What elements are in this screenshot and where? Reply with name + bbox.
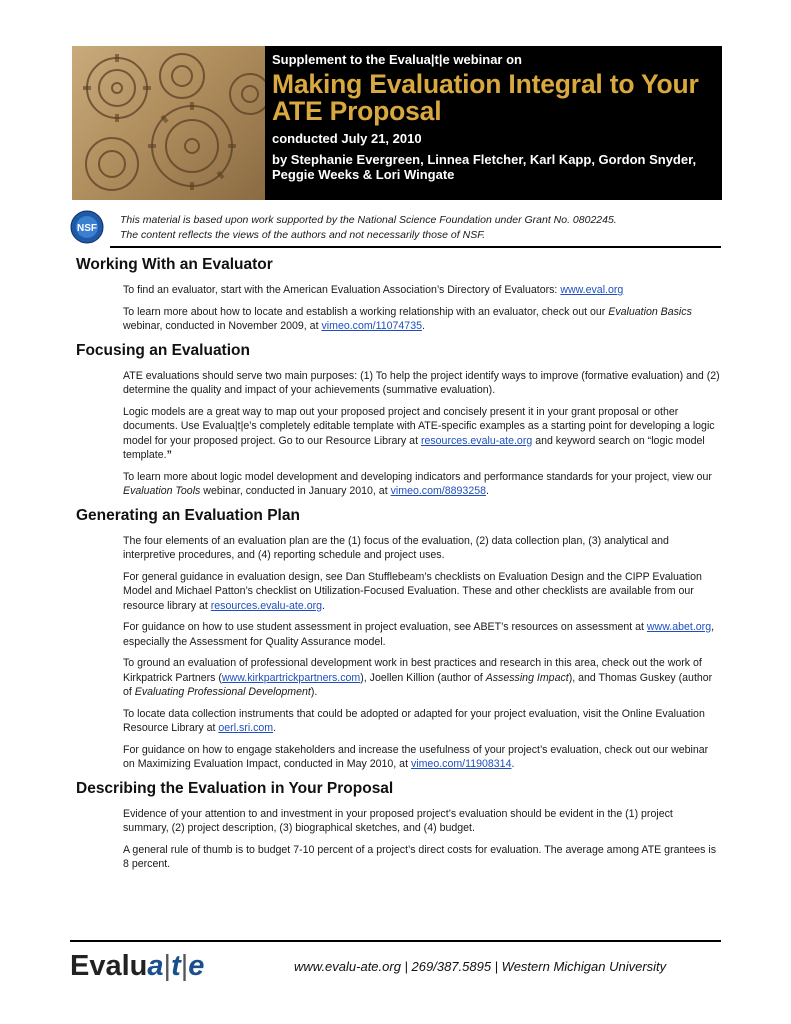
paragraph: To locate data collection instruments that could be adopted or adapted for your project evaluation, visit the Online Evaluation Resource Library at oerl.sri.com. — [123, 707, 705, 734]
grant-line-1: This material is based upon work supported by the National Science Foundation under Grant No. 0802245. — [120, 214, 617, 226]
paragraph: The four elements of an evaluation plan are the (1) focus of the evaluation, (2) data collection plan, (3) analytical and interpretive procedures, and (4) reporting schedule and project uses. — [123, 534, 669, 561]
section-describing-evaluation — [76, 780, 721, 872]
paragraph: Logic models are a great way to map out your proposed project and concisely present it in your grant proposal or other documents. Use Evalua|t|e’s completely editable template with ATE-specific examples as a starting point for developing a logic model for your proposed project. Go to our Resource Library at resources.evalu-ate.org and keyword search on “logic model template.” — [123, 405, 715, 461]
link-oerl[interactable]: oerl.sri.com — [218, 722, 274, 734]
authors-line: by Stephanie Evergreen, Linnea Fletcher, Karl Kapp, Gordon Snyder, Peggie Weeks & Lori Wingate — [272, 152, 697, 182]
link-abet-org[interactable]: www.abet.org — [646, 621, 712, 633]
section-working-with-evaluator — [76, 256, 721, 334]
supplement-line: Supplement to the Evalua|t|e webinar on — [272, 52, 522, 67]
grant-disclaimer — [120, 213, 617, 243]
banner-text — [272, 52, 720, 182]
paragraph: To ground an evaluation of professional development work in best practices and research in this area, check out the work of Kirkpatrick Partners (www.kirkpartrickpartners.com), Joellen Killion (author of Assessing Impact), and Thomas Guskey (author of Evaluating Professional Development). — [123, 657, 713, 698]
link-vimeo-11074735[interactable]: vimeo.com/11074735 — [321, 320, 422, 332]
nsf-logo-icon — [70, 210, 104, 244]
link-resources-evalu-ate[interactable]: resources.evalu-ate.org — [420, 434, 533, 447]
paragraph: For guidance on how to engage stakeholders and increase the usefulness of your project’s evaluation, check out our webinar on Maximizing Evaluation Impact, conducted in May 2010, at vimeo.com/11908314. — [123, 743, 709, 770]
link-kirkpatrick[interactable]: www.kirkpartrickpartners.com — [221, 671, 361, 684]
link-resources-evalu-ate[interactable]: resources.evalu-ate.org — [210, 599, 323, 612]
paragraph: ATE evaluations should serve two main purposes: (1) To help the project identify ways to improve (formative evaluation) and (2) determine the quality and impact of your achievements (summative evaluation). — [123, 369, 720, 396]
section-heading: Working With an Evaluator — [76, 256, 273, 273]
bottom-divider — [70, 940, 721, 942]
section-heading: Generating an Evaluation Plan — [76, 506, 300, 524]
footer-contact: www.evalu-ate.org | 269/387.5895 | Western Michigan University — [294, 959, 667, 974]
paragraph: To find an evaluator, start with the American Evaluation Association’s Directory of Evaluators: www.eval.org — [123, 284, 624, 296]
link-vimeo-11908314[interactable]: vimeo.com/11908314 — [410, 758, 512, 770]
link-eval-org[interactable]: www.eval.org — [560, 284, 624, 296]
section-heading: Focusing an Evaluation — [76, 341, 250, 359]
header-banner — [72, 46, 722, 200]
paragraph: A general rule of thumb is to budget 7-10 percent of a project’s direct costs for evaluation. The average among ATE grantees is 8 percent. — [123, 843, 717, 870]
conducted-date: conducted July 21, 2010 — [272, 131, 422, 146]
evaluate-logo: Evalua|t|e — [70, 950, 205, 982]
paragraph: For general guidance in evaluation design, see Dan Stufflebeam’s checklists on Evaluation Design and the CIPP Evaluation Model and Michael Patton’s checklist on Utilization-Focused Evaluation. These and other checklists are available from our resource library at resources.evalu-ate.org. — [123, 570, 702, 612]
grant-line-2: The content reflects the views of the authors and not necessarily those of NSF. — [120, 229, 486, 241]
paragraph: To learn more about logic model development and developing indicators and performance standards for your project, view our Evaluation Tools webinar, conducted in January 2010, at vimeo.com/8893258. — [123, 470, 712, 497]
main-content — [76, 256, 721, 880]
paragraph: For guidance on how to use student assessment in project evaluation, see ABET’s resources on assessment at www.abet.org, especially the Assessment for Quality Assurance model. — [123, 621, 715, 648]
section-evaluation-plan — [76, 507, 721, 772]
paragraph: To learn more about how to locate and establish a working relationship with an evaluator, check out our Evaluation Basics webinar, conducted in November 2009, at vimeo.com/11074735. — [123, 305, 692, 332]
top-divider — [110, 246, 721, 248]
section-heading: Describing the Evaluation in Your Proposal — [76, 779, 394, 797]
nsf-logo-text: NSF — [77, 223, 97, 234]
document-title: Making Evaluation Integral to Your ATE Proposal — [272, 69, 699, 126]
link-vimeo-8893258[interactable]: vimeo.com/8893258 — [390, 485, 486, 497]
section-focusing-evaluation — [76, 342, 721, 499]
gears-image — [72, 46, 265, 200]
paragraph: Evidence of your attention to and investment in your proposed project’s evaluation should be evident in the (1) project summary, (2) project description, (3) biographical sketches, and (4) budget. — [123, 807, 673, 834]
